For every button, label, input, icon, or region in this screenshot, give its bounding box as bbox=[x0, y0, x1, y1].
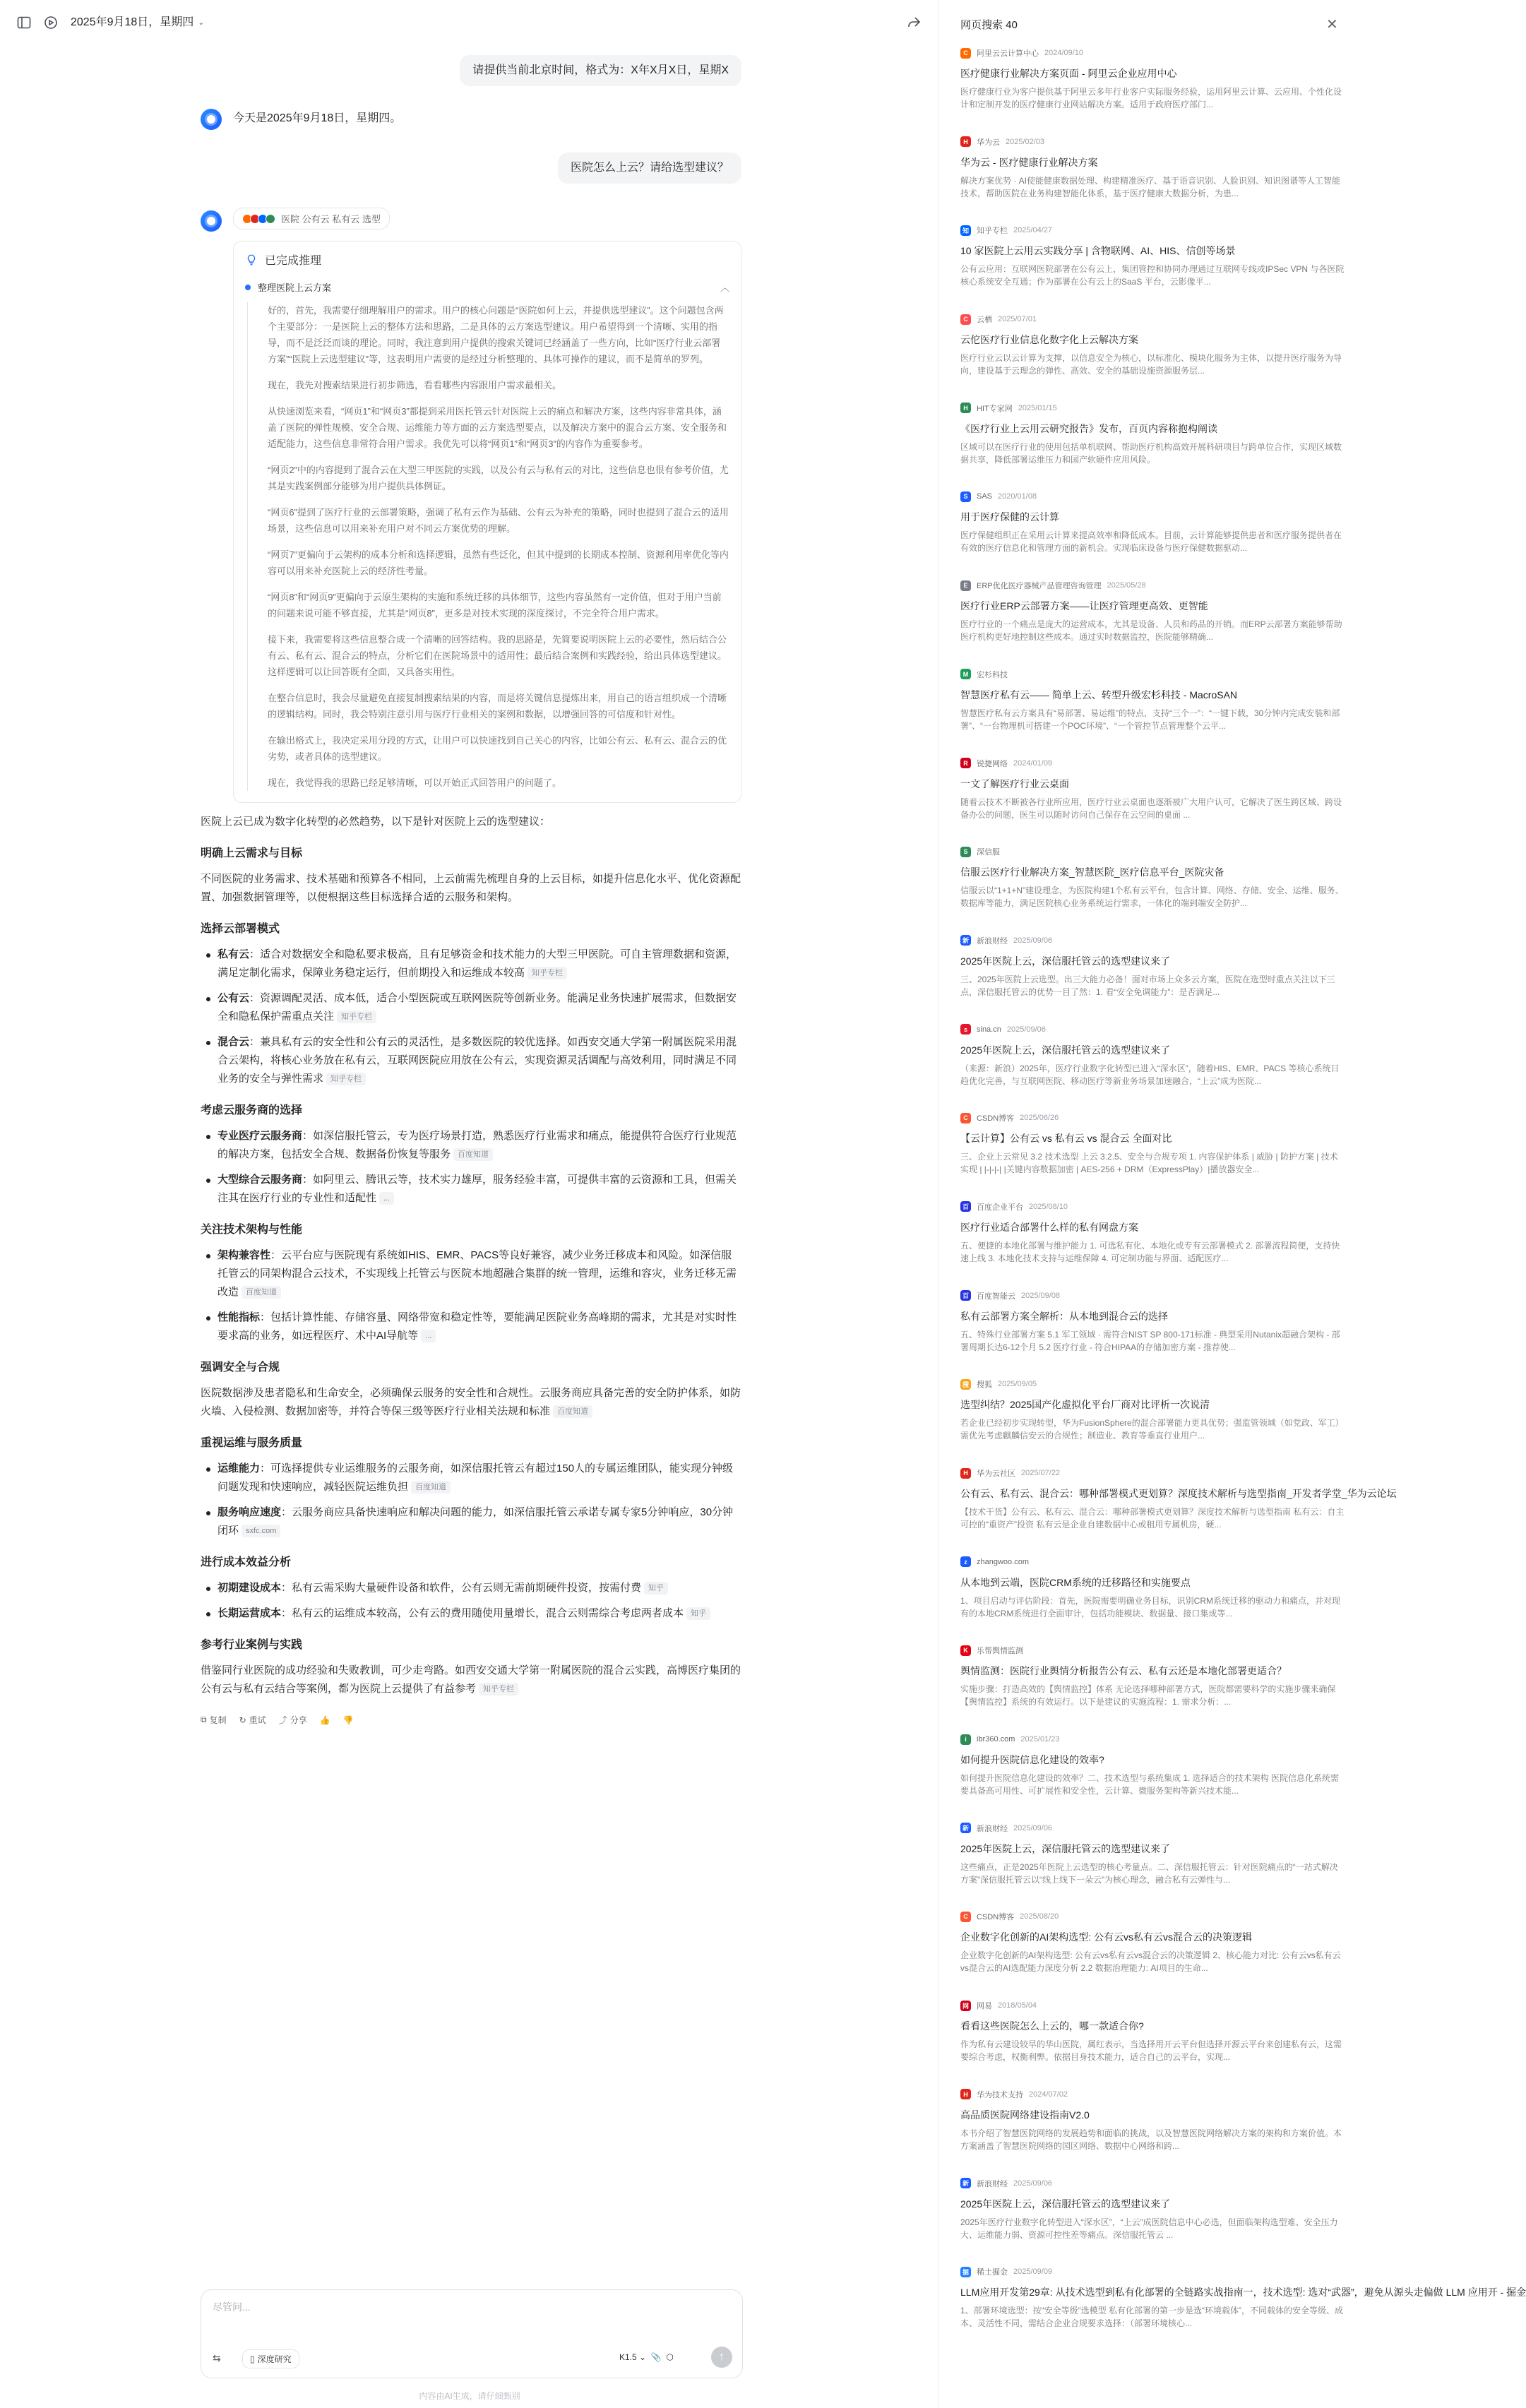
result-snippet: 五、特殊行业部署方案 5.1 军工领域 · 需符合NIST SP 800-171标准 - 典型采用Nutanix超融合架构 - 部署周期长达6-12个月 5.2 医疗行业 - 符合HIPAA的存储加密方案 - 推荐使... bbox=[960, 1329, 1340, 1352]
share-icon: ⤴ bbox=[278, 1715, 287, 1725]
citation-tag[interactable]: ... bbox=[379, 1192, 394, 1205]
site-favicon-icon: C bbox=[960, 48, 971, 59]
result-date: 2025/08/20 bbox=[1020, 1912, 1059, 1921]
result-title[interactable]: 医疗行业ERP云部署方案——让医疗管理更高效、更智能 bbox=[960, 600, 1208, 612]
result-date: 2025/01/23 bbox=[1020, 1735, 1060, 1744]
section-heading: 参考行业案例与实践 bbox=[201, 1639, 303, 1651]
assistant-message bbox=[201, 86, 741, 127]
site-favicon-icon: 新 bbox=[960, 935, 971, 946]
result-title[interactable]: 智慧医疗私有云—— 简单上云、转型升级宏杉科技 - MacroSAN bbox=[960, 689, 1238, 701]
result-source: 深信服 bbox=[977, 848, 1000, 857]
result-date: 2025/05/28 bbox=[1107, 581, 1146, 590]
result-date: 2024/01/09 bbox=[1013, 758, 1053, 768]
result-title[interactable]: 如何提升医院信息化建设的效率? bbox=[960, 1754, 1104, 1766]
result-title[interactable]: 一文了解医疗行业云桌面 bbox=[960, 777, 1069, 789]
search-result[interactable] bbox=[960, 1556, 1345, 1645]
result-meta bbox=[960, 224, 1345, 237]
reasoning-paragraph: 接下来，我需要将这些信息整合成一个清晰的回答结构。我的思路是，先简要说明医院上云的必要性，然后结合公有云、私有云、混合云的特点，分析它们在医院场景中的适用性；最后结合案例和实践经验，给出具体选型建议。这样逻辑可以让回答既有全面，又具备实用性。 bbox=[268, 634, 727, 677]
reasoning-paragraph: “网页8”和“网页9”更偏向于云原生架构的实施和系统迁移的具体细节，这些内容虽然有一定价值，但对于用户当前的问题来说可能不够直接，尤其是“网页8”，更多是对技术实现的深度探讨，不完全符合用户需求。 bbox=[268, 592, 722, 619]
search-result[interactable] bbox=[960, 1822, 1345, 1911]
site-favicon-icon: z bbox=[960, 1556, 971, 1567]
message-input[interactable]: 尽管问... bbox=[213, 2301, 251, 2313]
list-item: 初期建设成本：私有云需采购大量硬件设备和软件，公有云则无需前期硬件投资，按需付费 知乎 bbox=[201, 1579, 741, 1597]
result-title[interactable]: 《医疗行业上云用云研究报告》发布，百页内容称抱构阐读 bbox=[960, 422, 1217, 434]
result-snippet: 公有云应用：互联网医院部署在公有云上，集团管控和协同办理通过互联网专线或IPSec VPN 与各医院核心系统安全互通；作为部署在公有云上的SaaS 平台，云影像平... bbox=[960, 264, 1345, 287]
site-favicon-icon: H bbox=[960, 1468, 971, 1479]
search-result[interactable] bbox=[960, 1910, 1345, 1999]
section-heading: 重视运维与服务质量 bbox=[201, 1437, 303, 1449]
site-favicon-icon: C bbox=[960, 1113, 971, 1123]
retry-button[interactable]: ↻ 重试 bbox=[239, 1715, 266, 1725]
reasoning-paragraph: “网页2”中的内容提到了混合云在大型三甲医院的实践，以及公有云与私有云的对比，这些信息也很有参考价值，尤其是实践案例部分能够为用户提供具体例证。 bbox=[268, 465, 729, 491]
search-result[interactable] bbox=[960, 845, 1345, 934]
site-favicon-icon: i bbox=[960, 1734, 971, 1745]
result-title[interactable]: 云佗医疗行业信息化数字化上云解决方案 bbox=[960, 334, 1138, 346]
reasoning-paragraph: 好的，首先，我需要仔细理解用户的需求。用户的核心问题是“医院如何上云，并提供选型建议”。这个问题包含两个主要部分：一是医院上云的整体方法和思路，二是具体的云方案选型建议。用户希望得到一个清晰、实用的指导，而不是泛泛而谈的理论。同时，我注意到用户提供的搜索关键词已经涵盖了一些方向，比如“医疗行业云部署方案”“医院上云选型建议”等，这表明用户需要的是经过分析整理的、具体可操作的建议，而不是简单的罗列。 bbox=[268, 305, 724, 364]
search-result[interactable] bbox=[960, 136, 1345, 225]
site-favicon-icon: E bbox=[960, 580, 971, 591]
result-snippet: 1、部署环境选型：按“安全等级”选模型 私有化部署的第一步是选“环境载体”，不同载体的安全等级、成本、灵活性不同，需结合企业合规要求选择：（部署环境核心... bbox=[960, 2306, 1343, 2329]
search-result[interactable] bbox=[960, 757, 1345, 846]
result-snippet: （来源：新浪）2025年，医疗行业数字化转型已进入“深水区”，随着HIS、EMR、PACS 等核心系统日趋优化完善，与互联网医院、移动医疗等新业务场景加速融合，“上云”成为医院... bbox=[960, 1063, 1340, 1086]
close-icon[interactable]: ✕ bbox=[1326, 17, 1338, 32]
result-meta bbox=[960, 2265, 1345, 2278]
result-snippet: 如何提升医院信息化建设的效率？二、技术选型与系统集成 1. 选择适合的技术架构 医院信息化系统需要具备高可用性、可扩展性和安全性，云计算、微服务架构等新兴技术能... bbox=[960, 1773, 1340, 1796]
result-source: HIT专家网 bbox=[977, 404, 1013, 413]
site-favicon-icon: 百 bbox=[960, 1201, 971, 1212]
result-date: 2025/09/06 bbox=[1013, 936, 1053, 945]
search-result[interactable] bbox=[960, 490, 1345, 579]
result-date: 2025/09/08 bbox=[1021, 1291, 1061, 1300]
result-date: 2025/09/05 bbox=[998, 1380, 1037, 1389]
result-title[interactable]: 2025年医院上云，深信服托管云的选型建议来了 bbox=[960, 955, 1171, 967]
result-snippet: 医疗行业云以云计算为支撑，以信息安全为核心，以标准化、模块化服务为主体，以提升医疗服务为导向，建设基于云理念的弹性、高效、安全的基础设施资源服务层... bbox=[960, 353, 1342, 376]
result-date: 2025/02/03 bbox=[1006, 137, 1045, 146]
result-meta bbox=[960, 1822, 1345, 1835]
conversation-title-text: 2025年9月18日，星期四 bbox=[71, 16, 194, 28]
result-source: zhangwoo.com bbox=[977, 1557, 1029, 1566]
result-source: SAS bbox=[977, 492, 993, 501]
result-meta bbox=[960, 490, 1345, 503]
cube-icon[interactable]: ⬡ bbox=[666, 2352, 674, 2362]
result-snippet: 三、企业上云常见 3.2 技术选型 上云 3.2.5、安全与合规专项 1. 内容保护体系 | 威胁 | 防护方案 | 技术实现 | |-|-|-| |关键内容数据加密 | AES-256 + DRM（ExpressPlay）|播放器安全... bbox=[960, 1152, 1338, 1175]
result-date: 2025/09/09 bbox=[1013, 2267, 1053, 2277]
result-title[interactable]: 2025年医院上云，深信服托管云的选型建议来了 bbox=[960, 1842, 1171, 1854]
result-source: 百度企业平台 bbox=[977, 1203, 1023, 1212]
thumbs-down-icon[interactable]: 👎 bbox=[342, 1715, 354, 1725]
search-result[interactable] bbox=[960, 1733, 1345, 1822]
search-result[interactable] bbox=[960, 2265, 1526, 2354]
result-source: sina.cn bbox=[977, 1025, 1001, 1034]
arrow-up-icon: ↑ bbox=[719, 2351, 725, 2363]
sources-label: 医院 公有云 私有云 选型 bbox=[281, 214, 381, 225]
result-snippet: 区域可以在医疗行业的使用包括单机联网、帮助医疗机构高效开展科研项目与跨单位合作，实现区域数据共享，降低部署运维压力和国产软硬件应用风险。 bbox=[960, 441, 1342, 465]
result-title[interactable]: 医疗健康行业解决方案页面 - 阿里云企业应用中心 bbox=[960, 68, 1177, 79]
result-title[interactable]: 从本地到云端，医院CRM系统的迁移路径和实施要点 bbox=[960, 1576, 1191, 1588]
search-result[interactable] bbox=[960, 1378, 1345, 1467]
list-item: 运维能力：可选择提供专业运维服务的云服务商，如深信服托管云有超过150人的专属运维团队，能实现分钟级问题发现和快速响应，减轻医院运维负担 百度知道 bbox=[201, 1460, 741, 1496]
bullet-list bbox=[201, 1127, 741, 1208]
share-icon[interactable] bbox=[905, 14, 922, 31]
site-favicon-icon: R bbox=[960, 758, 971, 768]
answer-body bbox=[201, 813, 741, 1726]
search-doc-icon: ▯ bbox=[250, 2354, 255, 2364]
result-snippet: 随着云技术不断被各行业所应用，医疗行业云桌面也逐渐被广大用户认可，它解决了医生跨区域、跨设备办公的问题，医生可以随时访问自己保存在云空间的桌面 ... bbox=[960, 797, 1342, 820]
reasoning-header[interactable] bbox=[245, 251, 729, 268]
result-title[interactable]: 信服云医疗行业解决方案_智慧医院_医疗信息平台_医院灾备 bbox=[960, 866, 1224, 878]
lightbulb-icon bbox=[245, 254, 258, 266]
result-date: 2025/04/27 bbox=[1013, 226, 1053, 235]
list-item: 大型综合云服务商：如阿里云、腾讯云等，技术实力雄厚，服务经验丰富，可提供丰富的云资源和工具，但需关注其在医疗行业的专业性和适配性 ... bbox=[201, 1171, 741, 1208]
chevron-up-icon[interactable]: ︿ bbox=[720, 282, 729, 293]
result-date: 2025/09/06 bbox=[1013, 2178, 1053, 2188]
top-bar bbox=[0, 0, 939, 45]
list-item: 混合云：兼具私有云的安全性和公有云的灵活性，是多数医院的较优选择。如西安交通大学第一附属医院采用混合云架构，将核心业务放在私有云，互联网医院应用放在公有云，实现资源灵活调配与高效利用，同时满足不同业务的安全与弹性需求 知乎专栏 bbox=[201, 1033, 741, 1088]
reasoning-panel bbox=[233, 241, 741, 803]
result-source: 华为云社区 bbox=[977, 1470, 1015, 1478]
send-button[interactable] bbox=[711, 2347, 732, 2368]
list-item: 私有云：适合对数据安全和隐私要求极高，且有足够资金和技术能力的大型三甲医院。可自主管理数据和资源，满足定制化需求，保障业务稳定运行，但前期投入和运维成本较高 知乎专栏 bbox=[201, 946, 741, 982]
section-heading: 关注技术架构与性能 bbox=[201, 1224, 303, 1236]
result-meta bbox=[960, 1378, 1345, 1390]
site-favicon-icon: H bbox=[960, 2089, 971, 2099]
assistant-avatar bbox=[201, 109, 222, 130]
result-snippet: 本书介绍了智慧医院网络的发展趋势和面临的挑战，以及智慧医院网络解决方案的架构和方案价值。本方案涵盖了智慧医院网络的园区网络、数据中心网络和跨... bbox=[960, 2128, 1342, 2151]
result-meta bbox=[960, 934, 1345, 947]
result-title[interactable]: 华为云 - 医疗健康行业解决方案 bbox=[960, 156, 1098, 168]
result-meta bbox=[960, 1200, 1345, 1213]
list-item: 长期运营成本：私有云的运维成本较高，公有云的费用随使用量增长，混合云则需综合考虑两者成本 知乎 bbox=[201, 1604, 741, 1623]
result-title[interactable]: 舆情监测：医院行业舆情分析报告公有云、私有云还是本地化部署更适合？ bbox=[960, 1665, 1287, 1677]
search-result[interactable] bbox=[960, 1999, 1345, 2088]
result-meta bbox=[960, 1999, 1345, 2012]
reasoning-paragraph: 现在，我觉得我的思路已经足够清晰，可以开始正式回答用户的问题了。 bbox=[268, 777, 562, 788]
composer bbox=[201, 2289, 743, 2378]
citation-tag[interactable]: 知乎 bbox=[644, 1582, 668, 1595]
result-title[interactable]: 选型纠结？2025国产化虚拟化平台厂商对比评析一次说清 bbox=[960, 1399, 1210, 1411]
list-item: 架构兼容性：云平台应与医院现有系统如HIS、EMR、PACS等良好兼容，减少业务迁移成本和风险。如深信服托管云的同架构混合云技术，不实现线上托管云与医院本地超融合集群的统一管理，运维和容灾，业务迁移无需改造 百度知道 bbox=[201, 1246, 741, 1301]
result-source: 阿里云云计算中心 bbox=[977, 49, 1039, 58]
result-date: 2025/01/15 bbox=[1018, 403, 1057, 412]
search-result[interactable] bbox=[960, 1111, 1345, 1200]
search-result[interactable] bbox=[960, 1023, 1345, 1112]
result-snippet: 【技术干货】公有云、私有云、混合云：哪种部署模式更划算？深度技术解析与选型指南 私有云：自主可控的“重资产”投资 私有云是企业自建数据中心或租用专属机房，硬... bbox=[960, 1507, 1345, 1530]
assistant-avatar bbox=[201, 210, 222, 232]
result-source: 云栖 bbox=[977, 316, 992, 325]
reasoning-body bbox=[247, 302, 729, 791]
site-favicon-icon: 网 bbox=[960, 2001, 971, 2011]
result-snippet: 这些痛点，正是2025年医院上云选型的核心考量点。二、深信服托管云：针对医院痛点的“一站式解决方案”深信服托管云以“线上线下一朵云”为核心理念，融合私有云弹性与... bbox=[960, 1861, 1338, 1885]
site-favicon-icon: 知 bbox=[960, 225, 971, 236]
settings-sliders-icon[interactable]: ⇆ bbox=[213, 2352, 221, 2364]
result-source: CSDN博客 bbox=[977, 1114, 1015, 1123]
site-favicon-icon: S bbox=[960, 847, 971, 857]
search-result[interactable] bbox=[960, 224, 1345, 313]
result-meta bbox=[960, 2088, 1345, 2101]
section-paragraph: 不同医院的业务需求、技术基础和预算各不相同，上云前需先梳理自身的上云目标，如提升信息化水平、优化资源配置、加强数据管理等，以便根据这些目标选择合适的云服务和架构。 bbox=[201, 873, 741, 903]
search-result[interactable] bbox=[960, 313, 1345, 402]
result-title[interactable]: 看看这些医院怎么上云的，哪一款适合你? bbox=[960, 2020, 1144, 2032]
section-heading: 强调安全与合规 bbox=[201, 1361, 280, 1373]
site-favicon-icon: 掘 bbox=[960, 2267, 971, 2277]
disclaimer: 内容由AI生成，请仔细甄别 bbox=[419, 2391, 520, 2401]
deep-research-button[interactable]: ▯ 深度研究 bbox=[242, 2349, 299, 2368]
search-results-panel bbox=[946, 0, 1526, 2408]
citation-tag[interactable]: 知乎专栏 bbox=[479, 1683, 518, 1695]
user-message: 请提供当前北京时间，格式为：X年X月X日，星期X bbox=[460, 55, 741, 86]
section-heading: 考虑云服务商的选择 bbox=[201, 1104, 303, 1116]
result-source: 稀土掘金 bbox=[977, 2268, 1008, 2277]
result-meta bbox=[960, 1111, 1345, 1124]
result-source: 华为技术支持 bbox=[977, 2090, 1023, 2099]
result-source: 百度智能云 bbox=[977, 1292, 1015, 1301]
result-snippet: 医疗健康行业为客户提供基于阿里云多年行业客户实际服务经验，运用阿里云计算、云应用、个性化设计和定制开发的医疗健康行业网站解决方案。适用于政府医疗部门... bbox=[960, 87, 1342, 109]
reasoning-paragraph: 从快速浏览来看，“网页1”和“网页3”都提到采用医托管云针对医院上云的痛点和解决方案，这些内容非常具体，涵盖了医院的弹性规模、安全合规、运维能力等方面的云方案选型要点，以及解决方案中的混合云方案、安全服务和适配能力，这些信息非常符合用户需求。我优先可以将“网页1”和“网页3”的内容作为重要参考。 bbox=[268, 406, 727, 449]
result-source: 知乎专栏 bbox=[977, 227, 1008, 236]
search-result[interactable] bbox=[960, 1644, 1345, 1733]
new-chat-icon[interactable] bbox=[42, 14, 59, 31]
result-meta bbox=[960, 2177, 1345, 2190]
reasoning-paragraph: “网页7”更偏向于云架构的成本分析和选择逻辑，虽然有些泛化，但其中提到的长期成本控制、资源利用率优化等内容可以用来补充医院上云的经济性考量。 bbox=[268, 549, 729, 576]
result-source: 搜狐 bbox=[977, 1381, 992, 1390]
citation-tag[interactable]: ... bbox=[421, 1330, 436, 1342]
result-source: ERP优化医疗器械产品管理咨询管理 bbox=[977, 582, 1102, 591]
site-favicon-icon: s bbox=[960, 1024, 971, 1035]
site-favicon-icon: 搜 bbox=[960, 1379, 971, 1390]
result-meta bbox=[960, 1289, 1345, 1302]
citation-tag[interactable]: 百度知道 bbox=[411, 1481, 451, 1494]
citation-tag[interactable]: 百度知道 bbox=[453, 1148, 493, 1161]
sources-pill[interactable] bbox=[233, 208, 390, 230]
search-result[interactable] bbox=[960, 1467, 1397, 1556]
result-source: 新浪财经 bbox=[977, 1824, 1008, 1833]
list-item: 性能指标：包括计算性能、存储容量、网络带宽和稳定性等，要能满足医院业务高峰期的需求，尤其是对实时性要求高的业务，如远程医疗、术中AI导航等 ... bbox=[201, 1309, 741, 1345]
result-title[interactable]: 公有云、私有云、混合云：哪种部署模式更划算？深度技术解析与选型指南_开发者学堂_华为云论坛 bbox=[960, 1488, 1397, 1499]
result-snippet: 2025年医疗行业数字化转型进入“深水区”，“上云”成医院信息中心必选，但面临架构选型难、安全压力大、运维能力弱、资源可控性差等痛点。深信服托管云 ... bbox=[960, 2217, 1338, 2240]
result-meta bbox=[960, 1910, 1345, 1923]
citation-tag[interactable]: 知乎专栏 bbox=[337, 1011, 376, 1023]
result-meta bbox=[960, 47, 1345, 59]
result-source: ibr360.com bbox=[977, 1735, 1015, 1744]
result-source: 新浪财经 bbox=[977, 2179, 1008, 2188]
search-result[interactable] bbox=[960, 934, 1345, 1023]
conversation-title[interactable] bbox=[71, 14, 205, 31]
result-source: 乐帮舆情监测 bbox=[977, 1647, 1023, 1656]
result-title[interactable]: 高品质医院网络建设指南V2.0 bbox=[960, 2109, 1090, 2121]
result-date: 2025/07/22 bbox=[1021, 1469, 1061, 1477]
result-title[interactable]: LLM应用开发第29章: 从技术选型到私有化部署的全链路实战指南一，技术选型: 选对“武器”，避免从源头走偏做 LLM 应用开 - 掘金 bbox=[960, 2287, 1526, 2299]
user-message: 医院怎么上云？请给选型建议？ bbox=[558, 153, 741, 184]
result-date: 2024/07/02 bbox=[1029, 2090, 1068, 2099]
result-meta bbox=[960, 1467, 1345, 1479]
result-snippet: 三、2025年医院上云选型。出三大能力必备！面对市场上众多云方案，医院在选型时重点关注以下三点，深信服托管云的优势一目了然：1. 看“安全免调能力”：是否满足... bbox=[960, 974, 1335, 997]
result-title[interactable]: 企业数字化创新的AI架构选型: 公有云vs私有云vs混合云的决策逻辑 bbox=[960, 1931, 1253, 1943]
citation-tag[interactable]: 知乎 bbox=[686, 1607, 710, 1620]
step-dot-icon bbox=[245, 285, 251, 290]
result-snippet: 1、项目启动与评估阶段：首先，医院需要明确业务目标，识别CRM系统迁移的驱动力和痛点，并对现有的本地CRM系统进行全面审计，包括功能模块、数据量、接口集成等... bbox=[960, 1595, 1341, 1619]
reasoning-step-title: 整理医院上云方案 bbox=[258, 282, 332, 293]
section-heading: 选择云部署模式 bbox=[201, 923, 280, 935]
result-title[interactable]: 10 家医院上云用云实践分享 | 含物联网、AI、HIS、信创等场景 bbox=[960, 245, 1236, 257]
site-favicon-icon: 百 bbox=[960, 1290, 971, 1301]
result-source: 锐捷网络 bbox=[977, 759, 1008, 768]
site-favicon-icon: 新 bbox=[960, 1823, 971, 1833]
reasoning-paragraph: 在整合信息时，我会尽量避免直接复制搜索结果的内容，而是将关键信息提炼出来，用自己的语言组织成一个清晰的逻辑结构。同时，我会特别注意引用与医疗行业相关的案例和数据，以增强回答的可信度和针对性。 bbox=[268, 693, 727, 720]
result-date: 2024/09/10 bbox=[1044, 49, 1084, 57]
list-item: 专业医疗云服务商：如深信服托管云，专为医疗场景打造，熟悉医疗行业需求和痛点，能提供符合医疗行业规范的解决方案，包括安全合规、数据备份恢复等服务 百度知道 bbox=[201, 1127, 741, 1164]
result-source: CSDN博客 bbox=[977, 1913, 1015, 1922]
result-snippet: 实施步骤：打造高效的【舆情监控】体系 无论选择哪种部署方式，医院都需要科学的实施步骤来确保【舆情监控】系统的有效运行。以下是建议的实施流程：1. 需求分析：... bbox=[960, 1684, 1336, 1707]
bullet-list bbox=[201, 1460, 741, 1540]
section-paragraph: 医院数据涉及患者隐私和生命安全，必须确保云服务的安全性和合规性。云服务商应具备完善的安全防护体系，如防火墙、入侵检测、数据加密等，并符合等保三级等医疗行业相关法规和标准 百度知道 bbox=[201, 1387, 741, 1417]
result-meta bbox=[960, 1644, 1345, 1657]
result-snippet: 作为私有云建设较早的华山医院，属红表示，当选择用开云平台但选择开源云平台来创建私有云，这需要综合考虑，权衡利弊。依据目身技术能力，适合自己的云平台，实现... bbox=[960, 2039, 1342, 2063]
result-title[interactable]: 2025年医院上云，深信服托管云的选型建议来了 bbox=[960, 1044, 1171, 1056]
chevron-down-icon: ⌄ bbox=[198, 18, 205, 27]
copy-button[interactable]: ⧉ 复制 bbox=[201, 1715, 227, 1725]
result-meta bbox=[960, 668, 1345, 681]
result-snippet: 智慧医疗私有云方案具有“易部署、易运维”的特点，支持“三个一”：“一键下载，30分钟内完成安装和部署”、“一台物理机可搭建一个POC环境”、“一个管控节点管理整个云平... bbox=[960, 708, 1340, 731]
site-favicon-icon: H bbox=[960, 136, 971, 147]
search-result[interactable] bbox=[960, 2088, 1345, 2177]
result-date: 2025/09/06 bbox=[1006, 1025, 1046, 1034]
copy-icon: ⧉ bbox=[201, 1715, 207, 1724]
section-heading: 明确上云需求与目标 bbox=[201, 847, 303, 859]
site-favicon-icon: 新 bbox=[960, 2178, 971, 2188]
answer-intro: 医院上云已成为数字化转型的必然趋势，以下是针对医院上云的选型建议： bbox=[201, 816, 551, 828]
share-button[interactable]: ⤴ 分享 bbox=[278, 1715, 307, 1725]
result-date: 2025/09/06 bbox=[1013, 1823, 1053, 1832]
result-snippet: 医疗保健组织正在采用云计算来提高效率和降低成本。目前，云计算能够提供患者和医疗服务提供者在有效的医疗信息化和管理方面的新机会。实现临床设备与医疗保健数据驱动... bbox=[960, 530, 1342, 554]
message-actions bbox=[201, 1714, 741, 1726]
result-snippet: 五、便捷的本地化部署与维护能力 1. 可选私有化、本地化或专有云部署模式 2. 部署流程简便，支持快速上线 3. 本地化技术支持与运维保障 4. 可定制功能与界面、适配医疗... bbox=[960, 1240, 1340, 1263]
result-title[interactable]: 2025年医院上云，深信服托管云的选型建议来了 bbox=[960, 2198, 1171, 2210]
assistant-message bbox=[201, 184, 741, 803]
source-favicons bbox=[242, 214, 275, 224]
result-meta bbox=[960, 402, 1345, 415]
result-date: 2025/08/10 bbox=[1029, 1202, 1068, 1211]
citation-tag[interactable]: 百度知道 bbox=[242, 1286, 281, 1299]
section-paragraph: 借鉴同行业医院的成功经验和失败教训，可少走弯路。如西安交通大学第一附属医院的混合云实践，高博医疗集团的公有云与私有云结合等案例，都为医院上云提供了有益参考 知乎专栏 bbox=[201, 1664, 741, 1695]
result-snippet: 信服云以“1+1+N”建设理念，为医院构建1个私有云平台，包含计算、网络、存储、安全、运维、服务、数据库等能力，满足医院核心业务系统运行需求，一体化的端到端安全防护... bbox=[960, 886, 1344, 909]
reasoning-paragraph: 现在，我先对搜索结果进行初步筛选，看看哪些内容跟用户需求最相关。 bbox=[268, 380, 562, 391]
search-result[interactable] bbox=[960, 47, 1345, 136]
site-favicon-icon: K bbox=[960, 1645, 971, 1656]
result-meta bbox=[960, 313, 1345, 326]
search-result[interactable] bbox=[960, 2177, 1345, 2266]
sidebar-toggle-icon[interactable] bbox=[16, 14, 32, 31]
search-result[interactable] bbox=[960, 579, 1345, 668]
attachment-icon[interactable]: 📎 bbox=[650, 2352, 662, 2362]
reasoning-step[interactable] bbox=[245, 280, 729, 294]
model-selector[interactable]: K1.5 ⌄ 📎 ⬡ bbox=[619, 2352, 674, 2362]
section-heading: 进行成本效益分析 bbox=[201, 1556, 292, 1568]
list-item: 服务响应速度：云服务商应具备快速响应和解决问题的能力，如深信服托管云承诺专属专家5分钟响应，30分钟闭环 sxfc.com bbox=[201, 1503, 741, 1540]
search-result[interactable] bbox=[960, 1289, 1345, 1378]
search-result[interactable] bbox=[960, 1200, 1345, 1289]
bullet-list bbox=[201, 1246, 741, 1345]
search-result[interactable] bbox=[960, 668, 1345, 757]
reasoning-paragraph: “网页6”提到了医疗行业的云部署策略，强调了私有云作为基础、公有云为补充的策略，同时也提到了混合云的适用场景，这些信息可以用来补充用户对不同云方案优势的理解。 bbox=[268, 507, 729, 534]
result-source: 华为云 bbox=[977, 138, 1000, 147]
site-favicon-icon: S bbox=[960, 491, 971, 502]
result-snippet: 解决方案优势 · AI使能健康数据处理、构建精准医疗、基于语音识别、人脸识别、知识图谱等人工智能技术，帮助医院在业务构建智能化体系，基于医疗健康大数据分析，为患... bbox=[960, 175, 1341, 198]
result-source: 网易 bbox=[977, 2002, 992, 2011]
result-title[interactable]: 私有云部署方案全解析：从本地到混合云的选择 bbox=[960, 1310, 1168, 1322]
result-meta bbox=[960, 136, 1345, 148]
result-date: 2025/06/26 bbox=[1020, 1114, 1059, 1123]
bullet-list bbox=[201, 946, 741, 1088]
site-favicon-icon: H bbox=[960, 403, 971, 413]
result-title[interactable]: 【云计算】公有云 vs 私有云 vs 混合云 全面对比 bbox=[960, 1133, 1172, 1145]
result-date: 2020/01/08 bbox=[998, 492, 1037, 501]
site-favicon-icon: M bbox=[960, 669, 971, 679]
result-title[interactable]: 用于医疗保健的云计算 bbox=[960, 511, 1059, 523]
reasoning-paragraph: 在输出格式上，我决定采用分段的方式，让用户可以快速找到自己关心的内容，比如公有云、私有云、混合云的优劣势，或者具体的选型建议。 bbox=[268, 735, 727, 762]
results-list bbox=[960, 47, 1526, 2354]
citation-tag[interactable]: 百度知道 bbox=[553, 1405, 592, 1418]
result-meta bbox=[960, 845, 1345, 858]
result-date: 2018/05/04 bbox=[998, 2001, 1037, 2010]
result-source: 新浪财经 bbox=[977, 936, 1008, 946]
assistant-text: 今天是2025年9月18日，星期四。 bbox=[233, 112, 402, 124]
result-meta bbox=[960, 1733, 1345, 1746]
reasoning-status: 已完成推理 bbox=[265, 255, 322, 267]
result-source: 宏杉科技 bbox=[977, 670, 1008, 679]
result-date: 2025/07/01 bbox=[998, 315, 1037, 324]
search-result[interactable] bbox=[960, 402, 1345, 491]
thumbs-up-icon[interactable]: 👍 bbox=[319, 1715, 330, 1725]
result-meta bbox=[960, 1023, 1345, 1036]
result-meta bbox=[960, 1556, 1345, 1568]
site-favicon-icon: C bbox=[960, 314, 971, 325]
result-meta bbox=[960, 757, 1345, 770]
result-snippet: 医疗行业的一个痛点是庞大的运营成本，尤其是设备、人员和药品的开销。而ERP云部署方案能够帮助医疗机构更好地控制这些成本。通过实时数据监控，医院能够精确... bbox=[960, 619, 1342, 643]
citation-tag[interactable]: 知乎专栏 bbox=[527, 967, 567, 979]
message-list bbox=[201, 49, 741, 1726]
citation-tag[interactable]: 知乎专栏 bbox=[326, 1073, 366, 1085]
result-title[interactable]: 医疗行业适合部署什么样的私有网盘方案 bbox=[960, 1221, 1138, 1233]
result-snippet: 企业数字化创新的AI架构选型: 公有云vs私有云vs混合云的决策逻辑 2、核心能力对比: 公有云vs私有云vs混合云的AI选配能力深度分析 2.2 数据治理能力: AI项目的生命... bbox=[960, 1950, 1341, 1974]
panel-title: 网页搜索 40 bbox=[960, 19, 1018, 31]
bullet-list bbox=[201, 1579, 741, 1623]
list-item: 公有云：资源调配灵活、成本低，适合小型医院或互联网医院等创新业务。能满足业务快速扩展需求，但数据安全和隐私保护需重点关注 知乎专栏 bbox=[201, 989, 741, 1026]
site-favicon-icon: C bbox=[960, 1912, 971, 1922]
citation-tag[interactable]: sxfc.com bbox=[242, 1525, 280, 1537]
refresh-icon: ↻ bbox=[239, 1715, 246, 1725]
result-snippet: 若企业已经初步实现转型，华为FusionSphere的混合部署能力更具优势；强监管领域（如党政、军工）需优先考虑麒麟信安云的合规性；制造业、教育等垂直行业用户... bbox=[960, 1418, 1344, 1441]
result-meta bbox=[960, 579, 1345, 592]
